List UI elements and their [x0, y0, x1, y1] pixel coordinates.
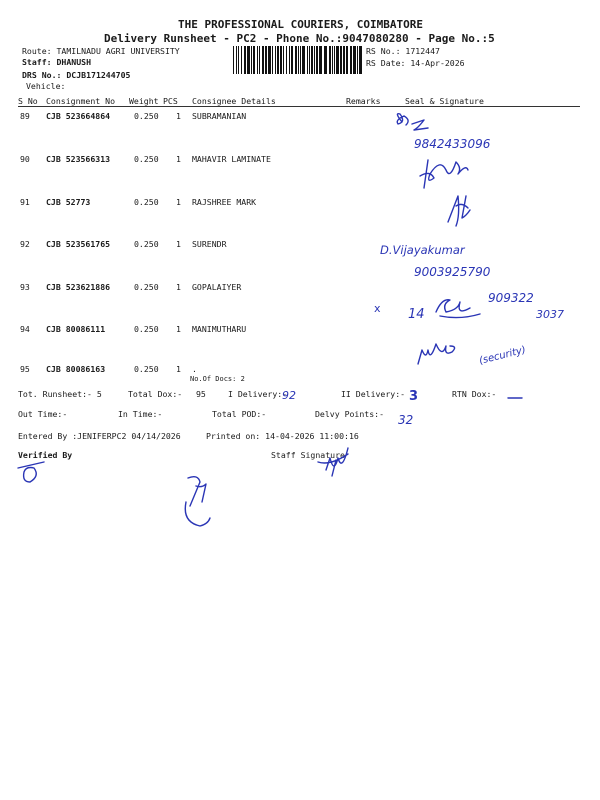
- row-consignee: RAJSHREE MARK: [192, 197, 257, 207]
- row-sno: 95: [20, 364, 30, 374]
- company-title: THE PROFESSIONAL COURIERS, COIMBATORE: [178, 18, 424, 31]
- staff-label: Staff: DHANUSH: [22, 57, 92, 67]
- col-seal-signature: Seal & Signature: [405, 96, 484, 106]
- verified-by-label: Verified By: [18, 450, 73, 460]
- delvy-points-label: Delvy Points:-: [315, 409, 385, 419]
- ii-delivery-label: II Delivery:-: [341, 389, 406, 399]
- scribble-signature: [185, 477, 210, 526]
- tot-runsheet: Tot. Runsheet:- 5: [18, 389, 102, 399]
- row-89-phone: 9842433096: [414, 137, 491, 151]
- row-consignee: SURENDR: [192, 239, 227, 249]
- row-consignment: CJB 523621886: [46, 282, 111, 292]
- row-sno: 93: [20, 282, 30, 292]
- row-consignee: GOPALAIYER: [192, 282, 242, 292]
- total-dox-label: Total Dox:-: [128, 389, 183, 399]
- row-sno: 89: [20, 111, 30, 121]
- printed-on: Printed on: 14-04-2026 11:00:16: [206, 431, 359, 441]
- col-sno: S No: [18, 96, 38, 106]
- row-weight: 0.250: [134, 364, 159, 374]
- row-sno: 91: [20, 197, 30, 207]
- row-consignee: SUBRAMANIAN: [192, 111, 247, 121]
- route-label: Route: TAMILNADU AGRI UNIVERSITY: [22, 46, 180, 56]
- row-weight: 0.250: [134, 154, 159, 164]
- signature-row-89: [397, 114, 428, 130]
- row-consignee: .: [192, 364, 197, 374]
- row-consignment: CJB 523561765: [46, 239, 111, 249]
- row-pcs: 1: [176, 324, 181, 334]
- row-consignment: CJB 523566313: [46, 154, 111, 164]
- row-consignment: CJB 80086111: [46, 324, 106, 334]
- no-of-docs: No.Of Docs: 2: [190, 375, 245, 383]
- row-weight: 0.250: [134, 111, 159, 121]
- row-weight: 0.250: [134, 282, 159, 292]
- i-delivery-value: 92: [282, 389, 296, 402]
- col-weight: Weight: [129, 96, 159, 106]
- vehicle-label: Vehicle:: [26, 81, 66, 91]
- rs-number: RS No.: 1712447: [366, 46, 440, 56]
- staff-signature-label: Staff Signature: [271, 450, 345, 460]
- delvy-points-value: 32: [398, 413, 414, 427]
- row-sno: 92: [20, 239, 30, 249]
- row-93-mark: x: [374, 302, 381, 315]
- row-consignment: CJB 523664864: [46, 111, 111, 121]
- col-pcs: PCS: [163, 96, 178, 106]
- row-92-phone: 9003925790: [414, 265, 491, 279]
- ii-delivery-value: 3: [409, 389, 419, 404]
- runsheet-subtitle: Delivery Runsheet - PC2 - Phone No.:9047080280 - Page No.:5: [104, 32, 495, 45]
- rs-date: RS Date: 14-Apr-2026: [366, 58, 465, 68]
- signature-row-91: [448, 196, 470, 226]
- out-time-label: Out Time:-: [18, 409, 68, 419]
- rtn-dox-label: RTN Dox:-: [452, 389, 497, 399]
- row-consignment: CJB 52773: [46, 197, 91, 207]
- row-sno: 90: [20, 154, 30, 164]
- total-dox-value: 95: [196, 389, 206, 399]
- entered-by: Entered By :JENIFERPC2 04/14/2026: [18, 431, 181, 441]
- row-pcs: 1: [176, 282, 181, 292]
- verified-by-signature: [18, 462, 44, 482]
- i-delivery-label: I Delivery:-: [228, 389, 288, 399]
- row-93-num: 14: [408, 307, 425, 322]
- row-weight: 0.250: [134, 324, 159, 334]
- row-weight: 0.250: [134, 197, 159, 207]
- row-consignee: MAHAVIR LAMINATE: [192, 154, 271, 164]
- row-consignee: MANIMUTHARU: [192, 324, 247, 334]
- row-pcs: 1: [176, 154, 181, 164]
- drs-number: DRS No.: DCJB171244705: [22, 70, 131, 80]
- row-weight: 0.250: [134, 239, 159, 249]
- col-consignment: Consignment No: [46, 96, 116, 106]
- row-pcs: 1: [176, 111, 181, 121]
- staff-signature: [318, 448, 348, 476]
- row-consignment: CJB 80086163: [46, 364, 106, 374]
- row-92-name: D.Vijayakumar: [380, 243, 465, 257]
- row-95-note: (security): [478, 344, 528, 367]
- row-93-phone-b: 3037: [536, 308, 564, 321]
- col-remarks: Remarks: [346, 96, 381, 106]
- col-consignee: Consignee Details: [192, 96, 276, 106]
- in-time-label: In Time:-: [118, 409, 163, 419]
- total-pod-label: Total POD:-: [212, 409, 267, 419]
- signature-row-93: [436, 300, 480, 318]
- row-93-phone-a: 909322: [488, 291, 534, 305]
- row-pcs: 1: [176, 364, 181, 374]
- signature-row-95: [418, 344, 455, 364]
- row-pcs: 1: [176, 239, 181, 249]
- row-pcs: 1: [176, 197, 181, 207]
- row-sno: 94: [20, 324, 30, 334]
- signature-row-90: [420, 160, 468, 188]
